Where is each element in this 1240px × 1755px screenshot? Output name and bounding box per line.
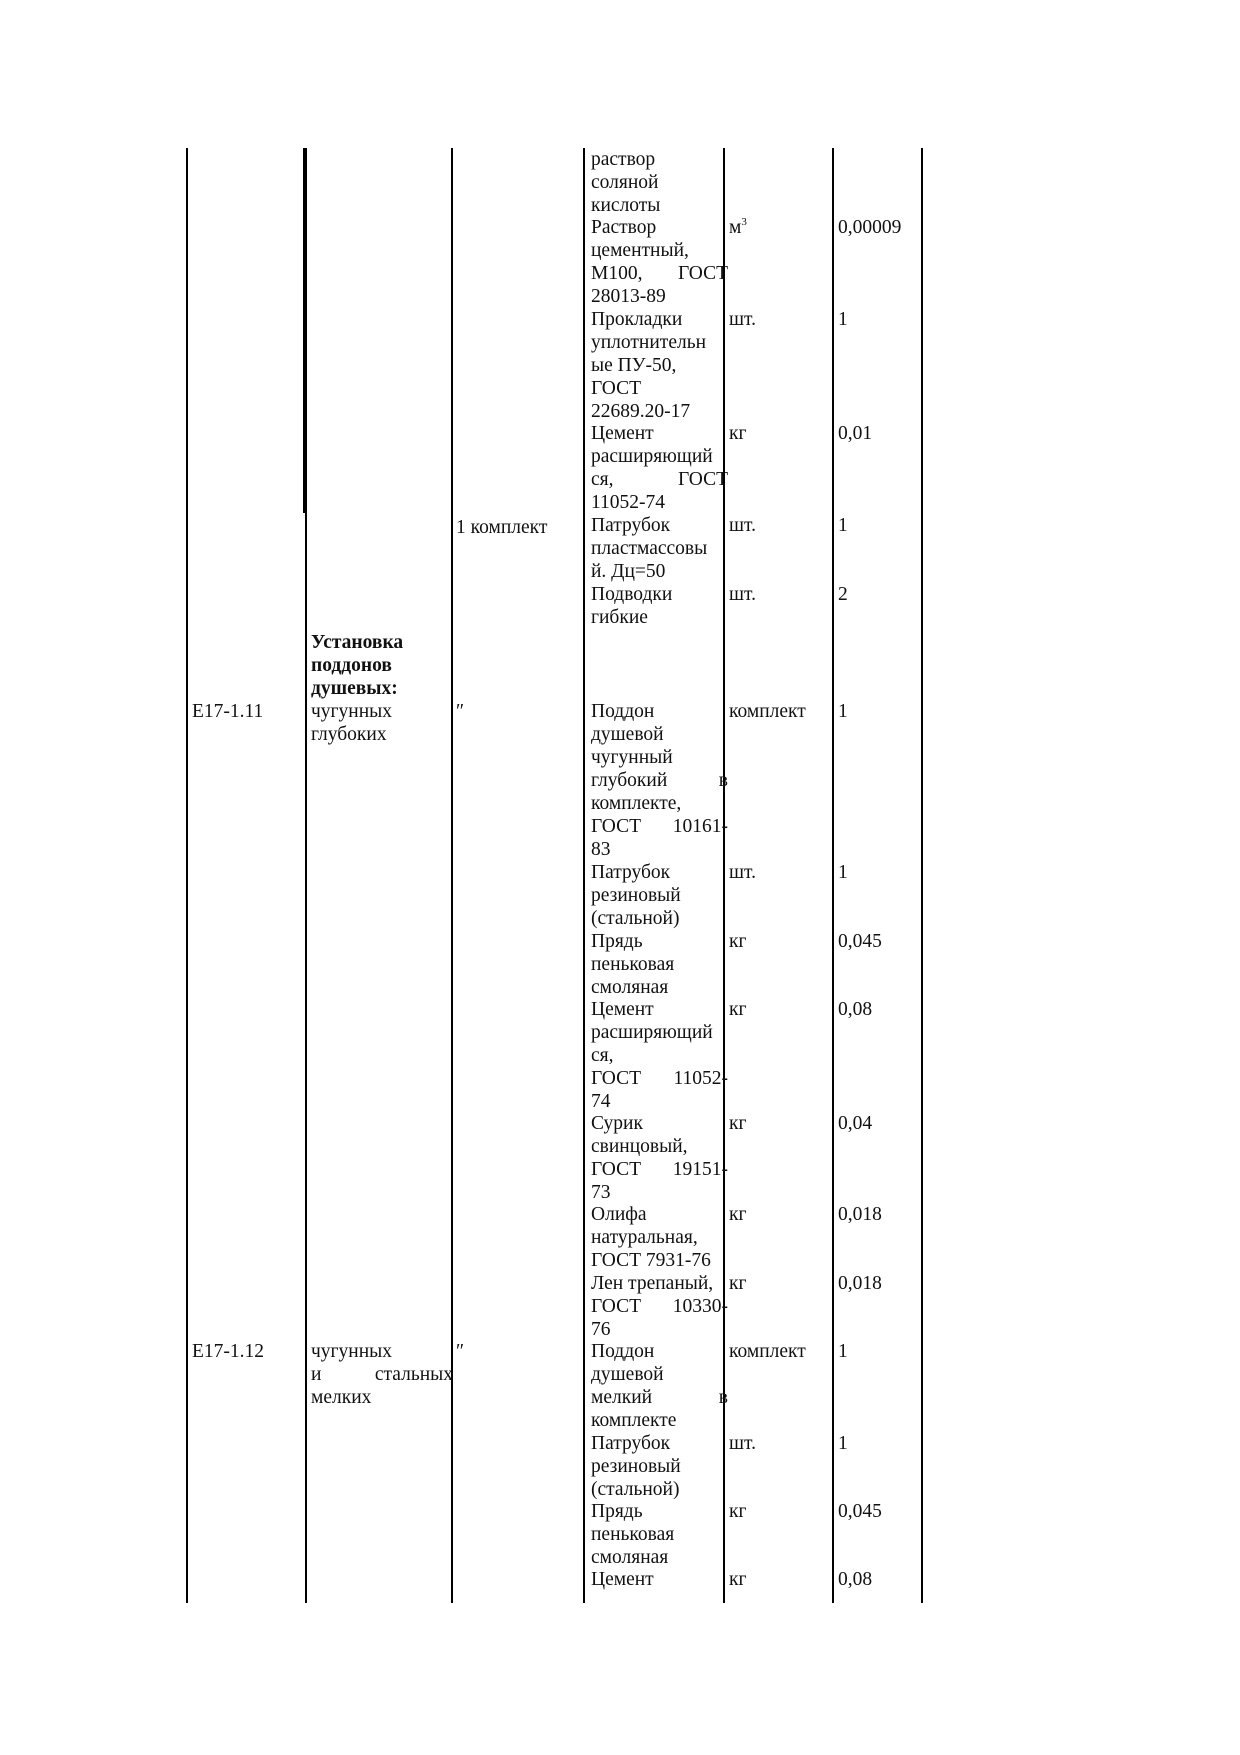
quantity-cell: 0,045 [838,931,882,952]
column-divider-1 [305,148,307,1603]
work-name [311,1340,453,1409]
material-line: Прядь [591,931,643,952]
unit-text: кг [729,1113,747,1134]
unit-text: кг [729,931,747,952]
unit-text: шт. [729,1433,756,1454]
material-line: Прокладки [591,309,683,330]
quantity-cell: 0,08 [838,999,873,1020]
material-line: цементный, [591,240,689,261]
unit-cell [729,308,756,331]
material-name [591,700,728,861]
quantity-cell: 0,08 [838,1569,873,1590]
material-line: 74 [591,1091,611,1112]
material-line: расширяющий [591,446,713,467]
norm-code: Е17-1.12 [192,1341,265,1362]
unit-text: кг [729,1569,747,1590]
quantity-cell: 1 [838,309,848,330]
material-name [591,1112,728,1204]
material-line: пеньковая [591,954,675,975]
unit-cell [729,216,747,239]
work-word: и [311,1364,322,1385]
unit-text: шт. [729,309,756,330]
material-line: соляной [591,172,659,193]
quantity-cell: 0,00009 [838,217,902,238]
material-line: пеньковая [591,1524,675,1545]
unit-cell [729,1340,806,1363]
column-divider-5 [832,148,834,1603]
material-line: душевой [591,1364,664,1385]
work-name [311,700,392,746]
material-line: смоляная [591,977,669,998]
material-line: свинцовый, [591,1136,688,1157]
material-line: ГОСТ [591,378,642,399]
material-name [591,148,728,217]
material-line: Поддон [591,1341,655,1362]
table-border-left [186,148,188,1603]
unit-text: м [729,217,742,238]
material-name [591,422,728,514]
material-line: Цемент [591,1569,654,1590]
material-line: (стальной) [591,908,680,929]
material-line: ые ПУ-50, [591,355,677,376]
material-line: комплекте, [591,793,682,814]
material-line: Патрубок [591,862,671,883]
material-line: Подводки [591,584,673,605]
table-border-right [921,148,923,1603]
unit-cell [729,930,746,953]
unit-cell [729,1203,746,1226]
quantity-cell: 0,045 [838,1501,882,1522]
material-line: ГОСТ 10161- [591,816,728,837]
quantity-cell: 0,018 [838,1204,882,1225]
material-name [591,1500,728,1569]
unit-cell [729,514,756,537]
material-line: раствор [591,149,656,170]
material-name [591,930,728,999]
material-line: мелкий в [591,1387,728,1408]
material-line: резиновый [591,885,681,906]
material-line: Лен трепаный, [591,1273,714,1294]
material-line: уплотнительн [591,332,707,353]
work-line: глубоких [311,724,387,745]
material-line: 83 [591,839,611,860]
material-line: Сурик [591,1113,643,1134]
material-name [591,514,728,583]
material-name [591,1203,728,1272]
norm-code: Е17-1.11 [192,701,264,722]
quantity-cell: 1 [838,701,848,722]
unit-cell [729,422,746,445]
unit-cell [729,1432,756,1455]
work-word: стальных [374,1364,453,1385]
material-line: ГОСТ 10330- [591,1296,728,1317]
unit-cell [729,998,746,1021]
material-line: резиновый [591,1456,681,1477]
material-line: Цемент [591,999,654,1020]
measure-unit: 1 комплект [456,517,548,538]
material-line: натуральная, [591,1227,698,1248]
material-line: Олифа [591,1204,647,1225]
material-line: 76 [591,1319,611,1340]
unit-text: кг [729,423,747,444]
unit-text: кг [729,1204,747,1225]
column-divider-1-upper [303,148,305,513]
quantity-cell: 1 [838,1341,848,1362]
material-line: комплекте [591,1410,677,1431]
unit-superscript: 3 [741,216,747,228]
material-line: смоляная [591,1547,669,1568]
unit-cell [729,583,756,606]
material-name [591,861,728,930]
material-name [591,1340,728,1432]
unit-cell [729,700,806,723]
material-line: й. Дц=50 [591,561,666,582]
material-line: гибкие [591,607,648,628]
quantity-cell: 1 [838,515,848,536]
unit-cell [729,861,756,884]
unit-text: комплект [729,1341,806,1362]
column-divider-3 [583,148,585,1603]
material-line: пластмассовы [591,538,708,559]
ditto-mark: ″ [456,1341,465,1362]
section-heading [311,631,403,700]
material-line: кислоты [591,195,661,216]
ditto-mark: ″ [456,701,465,722]
material-line: ся, [591,1045,614,1066]
unit-cell [729,1112,746,1135]
quantity-cell: 2 [838,584,848,605]
material-name [591,216,728,308]
material-line: глубокий в [591,770,728,791]
unit-cell [729,1500,746,1523]
material-name [591,998,728,1113]
material-line: расширяющий [591,1022,713,1043]
material-line: чугунный [591,747,673,768]
material-line: ся, ГОСТ [591,469,728,490]
material-line: ГОСТ 7931-76 [591,1250,711,1271]
quantity-cell: 0,04 [838,1113,873,1134]
material-line: Патрубок [591,1433,671,1454]
heading-line: поддонов [311,655,392,676]
heading-line: Установка [311,632,404,653]
material-line: ГОСТ 19151- [591,1159,728,1180]
work-line: чугунных [311,701,393,722]
material-line: 11052-74 [591,492,666,513]
work-line: мелких [311,1387,372,1408]
material-line: Поддон [591,701,655,722]
heading-line: душевых: [311,678,398,699]
unit-text: кг [729,1501,747,1522]
unit-text: кг [729,999,747,1020]
material-line: Раствор [591,217,657,238]
material-line: 73 [591,1182,611,1203]
quantity-cell: 0,01 [838,423,873,444]
unit-cell [729,1272,746,1295]
unit-text: шт. [729,515,756,536]
material-line: Патрубок [591,515,671,536]
quantity-cell: 1 [838,862,848,883]
unit-text: шт. [729,862,756,883]
material-name [591,1432,728,1501]
quantity-cell: 1 [838,1433,848,1454]
material-name [591,583,728,629]
material-line: 28013-89 [591,286,666,307]
unit-cell [729,1568,746,1591]
unit-text: кг [729,1273,747,1294]
material-line: (стальной) [591,1479,680,1500]
unit-text: комплект [729,701,806,722]
material-name [591,1568,728,1591]
material-line: М100, ГОСТ [591,263,728,284]
quantity-cell: 0,018 [838,1273,882,1294]
material-line: ГОСТ 11052- [591,1068,728,1089]
material-name [591,1272,728,1341]
material-line: 22689.20-17 [591,401,691,422]
material-line: Прядь [591,1501,643,1522]
unit-text: шт. [729,584,756,605]
material-line: душевой [591,724,664,745]
work-line: чугунных [311,1341,393,1362]
material-name [591,308,728,423]
work-line [311,1363,453,1386]
material-line: Цемент [591,423,654,444]
